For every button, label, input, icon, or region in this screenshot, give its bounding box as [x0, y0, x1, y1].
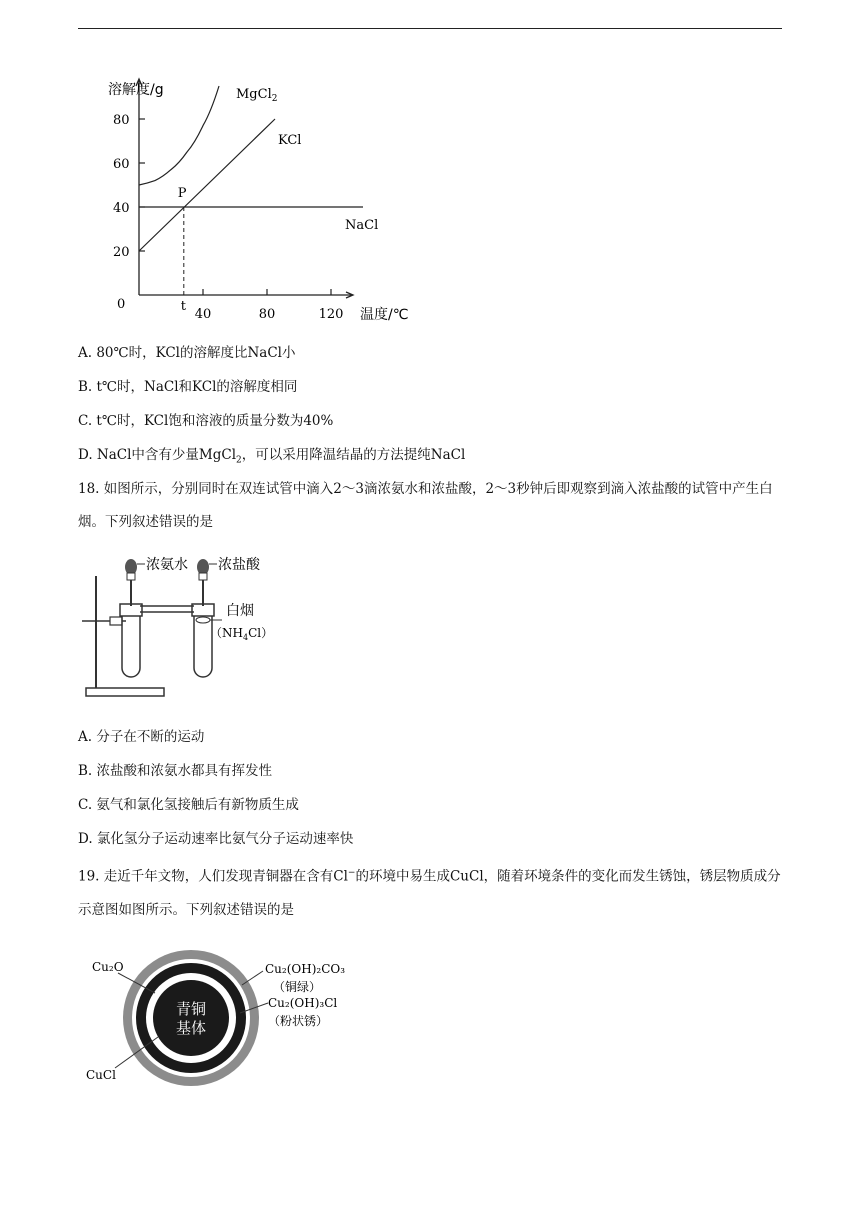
x-axis-label: 温度/℃ — [360, 307, 409, 323]
stand-base — [86, 688, 164, 696]
core-label-2: 基体 — [175, 1019, 207, 1037]
q17-option-c: C. t℃时，KCl饱和溶液的质量分数为40% — [78, 413, 334, 429]
label-powder-name: （粉状锈） — [268, 1014, 329, 1028]
label-green-name: （铜绿） — [273, 980, 322, 994]
series-mgcl2-line — [139, 86, 219, 185]
q18-option-c: C. 氨气和氯化氢接触后有新物质生成 — [78, 797, 299, 813]
q18-option-d: D. 氯化氢分子运动速率比氨气分子运动速率快 — [78, 831, 354, 847]
apparatus-figure — [70, 548, 310, 708]
q18-stem: 18. 如图所示，分别同时在双连试管中滴入2～3滴浓氨水和浓盐酸，2～3秒钟后即观察到滴入浓盐酸的试管中产生白烟。下列叙述错误的是 — [78, 481, 773, 530]
header-rule — [78, 28, 782, 29]
origin-label: 0 — [117, 297, 126, 312]
label-cu2o: Cu₂O — [92, 960, 124, 974]
q17-option-d: D. NaCl中含有少量MgCl$_2$，可以采用降温结晶的方法提纯NaCl — [78, 447, 466, 466]
q18-option-b: B. 浓盐酸和浓氨水都具有挥发性 — [78, 763, 273, 779]
label-nh4cl: $(NH_4Cl)$ — [210, 626, 274, 642]
rust-layer-figure — [70, 945, 390, 1095]
bronze-core — [153, 980, 229, 1056]
q18-option-a: A. 分子在不断的运动 — [78, 729, 205, 745]
q19-stem: 19. 走近千年文物，人们发现青铜器在含有Cl−的环境中易生成CuCl，随着环境条件的变化而发生锈蚀，锈层物质成分示意图如图所示。下列叙述错误的是 — [78, 868, 781, 918]
point-p-label: P — [177, 186, 187, 201]
label-green-formula: Cu₂(OH)₂CO₃ — [265, 962, 346, 976]
series-kcl-line — [139, 119, 275, 251]
y-tick-label: 80 — [113, 113, 130, 128]
label-smoke: 白烟 — [226, 603, 254, 619]
q17-option-a: A. 80℃时，KCl的溶解度比NaCl小 — [78, 345, 296, 361]
y-tick-label: 60 — [113, 157, 130, 172]
y-tick-label: 20 — [113, 245, 130, 260]
q17-option-b: B. t℃时，NaCl和KCl的溶解度相同 — [78, 379, 298, 395]
x-tick-label: 120 — [318, 307, 344, 322]
series-nacl-label: NaCl — [345, 218, 379, 233]
x-tick-label: 80 — [258, 307, 276, 322]
label-cucl: CuCl — [86, 1068, 116, 1082]
label-powder-formula: Cu₂(OH)₃Cl — [268, 996, 338, 1010]
label-hcl: 浓盐酸 — [218, 557, 260, 573]
series-mgcl2-label: MgCl$_2$ — [236, 87, 278, 104]
left-test-tube — [122, 614, 140, 677]
solubility-chart — [0, 70, 440, 330]
series-kcl-label: KCl — [278, 133, 302, 148]
core-label-1: 青铜 — [175, 1000, 207, 1018]
t-label: t — [180, 299, 187, 314]
y-tick-label: 40 — [113, 201, 130, 216]
label-ammonia: 浓氨水 — [146, 557, 188, 573]
y-axis-label: 溶解度/g — [108, 82, 164, 98]
white-smoke — [196, 617, 210, 623]
x-tick-label: 40 — [194, 307, 212, 322]
